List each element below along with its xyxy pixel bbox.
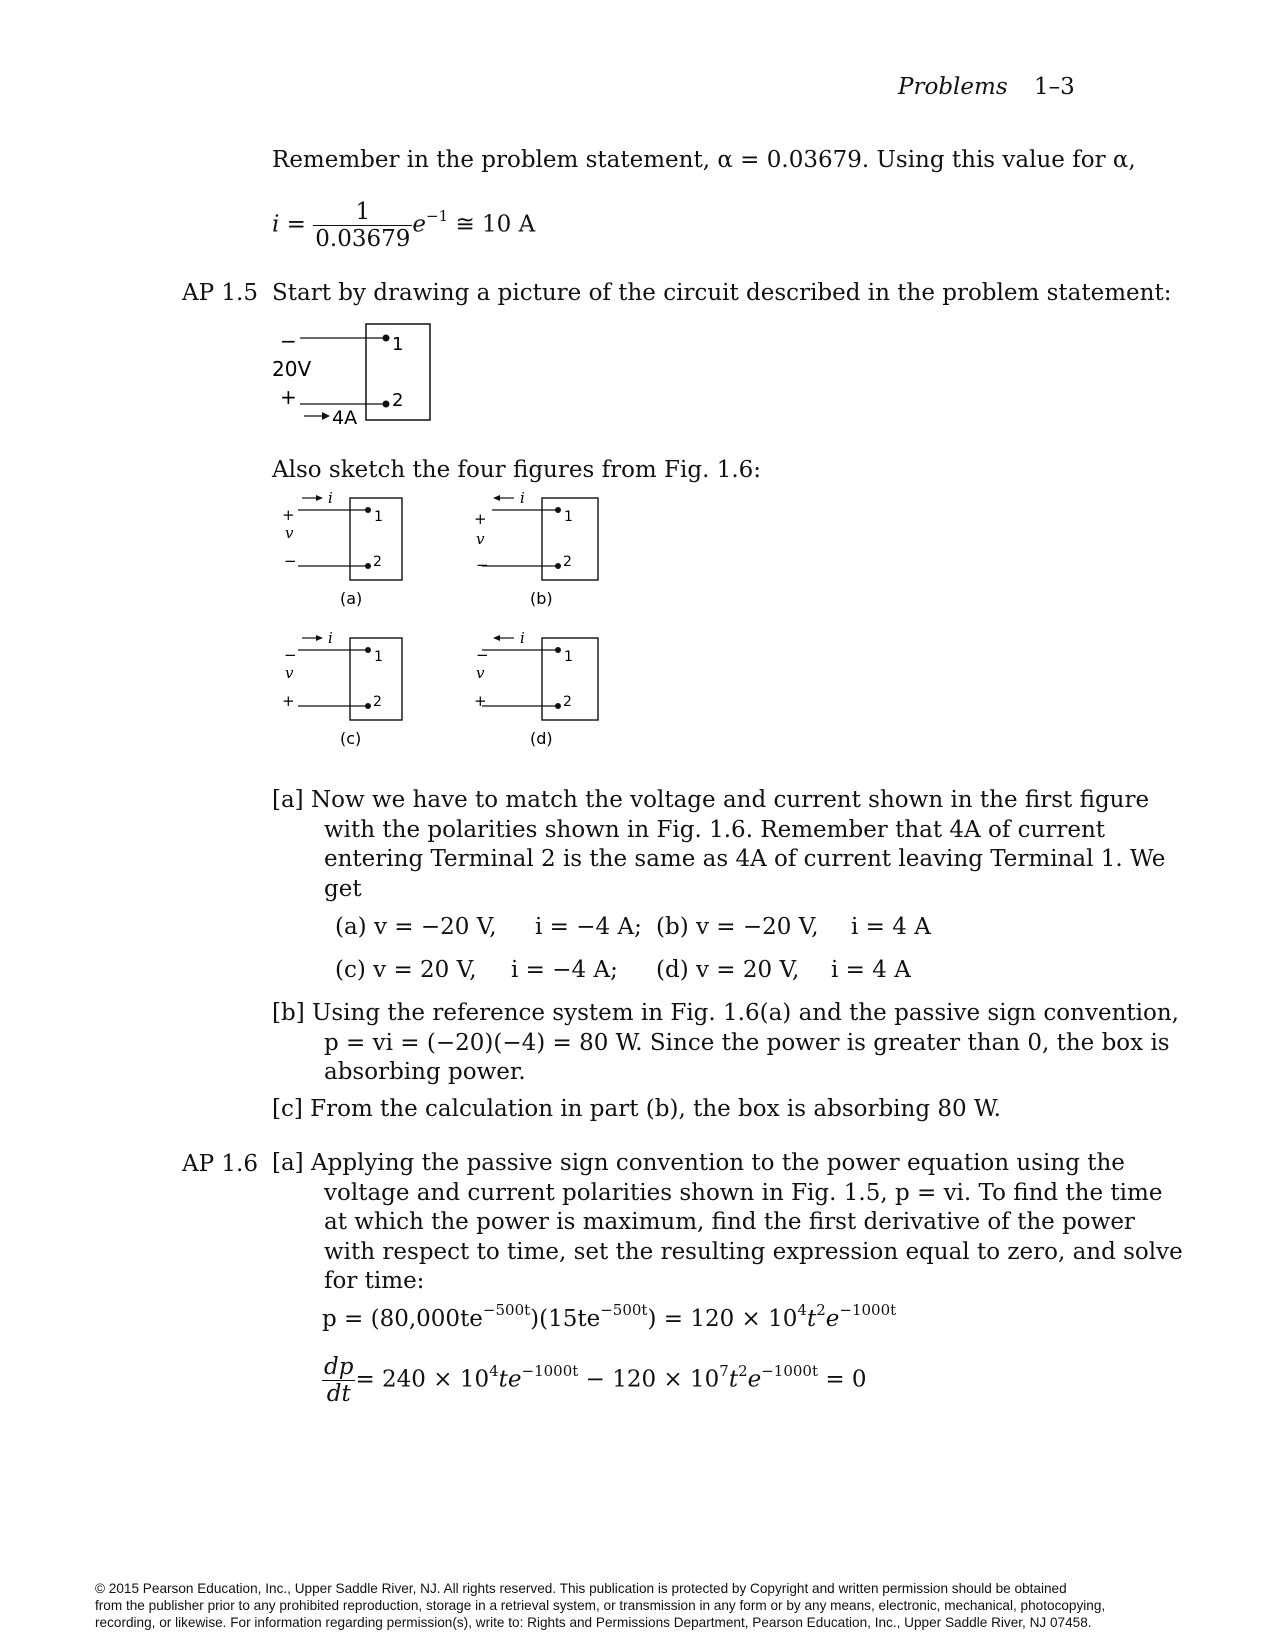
intro-sentence: Remember in the problem statement, α = 0.03679. Using this value for α, [272,147,1136,173]
figure-b-terminal1: 1 [564,509,573,525]
result-b-current: i = 4 A [851,914,931,940]
ap15-part-b-line3: absorbing power. [324,1059,526,1085]
terminal1-dot [383,335,390,342]
result-a-current: i = −4 A; [535,914,642,940]
ap15-intro: Start by drawing a picture of the circuit described in the problem statement: [272,280,1172,306]
figure-c [276,626,426,754]
figure-d-terminal1: 1 [564,649,573,665]
eq1-exp-d: 2 [816,1301,826,1320]
ap16-part-a [272,1149,1183,1297]
result-d: (d) v = 20 V, [656,957,800,983]
eq1-exp-b: −500t [600,1301,648,1320]
derivative-equation [322,1354,867,1407]
eq2-part-d: t [728,1366,739,1393]
ap16-part-a-line1: Applying the passive sign convention to the power equation using the [310,1150,1125,1176]
eq-base: e [412,211,427,238]
dp-dt-fraction [322,1354,355,1407]
ap16-part-a-tag: [a] [272,1150,304,1176]
intro-equation [272,199,535,252]
figure-d-i: i [520,629,525,647]
ap15-part-b-line2: p = vi = (−20)(−4) = 80 W. Since the power is greater than 0, the box is [324,1029,1170,1056]
eq2-part-a: = 240 × 10 [355,1366,490,1393]
figure-a-terminal2: 2 [373,554,382,570]
eq1-part-a: p = (80,000te [322,1306,483,1332]
figure-b [468,486,618,614]
eq2-part-e: e [747,1366,762,1393]
footer-line2: from the publisher prior to any prohibited reproduction, storage in a retrieval system, or transmission in any form or by any means, electronic, mechanical, photocopying, [95,1598,1106,1613]
circuit-voltage: 20V [272,357,312,381]
figure-d-top-sign: − [476,646,489,664]
figure-a-caption: (a) [340,589,363,608]
ap15-part-b-line1: Using the reference system in Fig. 1.6(a) and the passive sign convention, [311,1000,1179,1026]
eq2-exp-c: 7 [719,1361,729,1380]
eq1-exp-a: −500t [482,1301,531,1320]
figure-a-current-arrow [316,495,323,501]
figure-d-current-arrow [493,635,500,641]
figure-b-i: i [520,489,525,507]
figure-d-caption: (d) [530,729,553,748]
figure-b-caption: (b) [530,589,553,608]
figure-a-bottom-sign: − [284,552,297,570]
page-number: 1–3 [1034,74,1075,100]
figure-c-i: i [328,629,333,647]
eq-fraction [313,199,412,252]
ap15-part-a-tag: [a] [272,787,304,813]
sketch-intro: Also sketch the four figures from Fig. 1.6: [272,457,762,483]
ap16-part-a-line3: at which the power is maximum, find the first derivative of the power [324,1209,1135,1235]
dp-numerator: dp [324,1354,354,1380]
eq-denominator: 0.03679 [315,226,411,252]
terminal2-dot [383,401,390,408]
figure-a-top-sign: + [282,506,295,524]
figure-a-v: v [285,524,294,542]
ap15-part-a [272,786,1165,904]
eq1-part-e: e [825,1306,840,1332]
circuit-diagram [262,318,442,430]
ap15-part-a-line4: get [324,875,362,902]
circuit-minus: − [280,329,297,353]
figure-c-top-sign: − [284,646,297,664]
eq-lhs: i = [272,211,306,238]
eq2-exp-a: 4 [489,1361,499,1380]
figure-b-bottom-sign: − [476,556,489,574]
figure-c-terminal2: 2 [373,694,382,710]
eq1-part-d: t [806,1306,817,1332]
result-b: (b) v = −20 V, [656,914,819,940]
result-a: (a) v = −20 V, [335,914,497,940]
footer-line3: recording, or likewise. For information regarding permission(s), write to: Rights and Permissions Department, Pearson Education, Inc., Upper Saddle River, NJ 07458. [95,1615,1092,1630]
eq2-part-f: = 0 [818,1366,867,1393]
eq-numerator: 1 [313,199,412,226]
eq2-exp-e: −1000t [761,1361,819,1380]
footer-line1: © 2015 Pearson Education, Inc., Upper Saddle River, NJ. All rights reserved. This publication is protected by Copyright and written permission should be obtained [95,1581,1067,1596]
figure-b-current-arrow [493,495,500,501]
circuit-terminal1: 1 [392,334,404,355]
figure-c-terminal1: 1 [374,649,383,665]
ap16-part-a-line5: for time: [324,1268,425,1294]
ap15-part-a-line2: with the polarities shown in Fig. 1.6. Remember that 4A of current [324,816,1106,843]
ap16-part-a-line4: with respect to time, set the resulting expression equal to zero, and solve [324,1238,1183,1265]
ap15-label: AP 1.5 [182,280,258,306]
circuit-terminal2: 2 [392,390,404,411]
running-head-title: Problems [898,74,1008,100]
current-arrow-head [322,412,330,420]
figure-b-v: v [476,530,485,548]
figure-c-current-arrow [316,635,323,641]
eq2-exp-b: −1000t [521,1361,579,1380]
figure-c-caption: (c) [340,729,362,748]
ap15-part-c-tag: [c] [272,1096,303,1122]
eq1-part-b: )(15te [530,1306,601,1332]
circuit-plus: + [280,385,297,409]
eq1-part-c: ) = 120 × 10 [647,1306,798,1332]
result-c-current: i = −4 A; [511,957,618,983]
figure-d [468,626,618,754]
figure-c-bottom-sign: + [282,692,295,710]
figure-a-i: i [328,489,333,507]
ap15-part-c [272,1095,1001,1125]
figure-a [276,486,426,614]
eq2-part-b: te [498,1366,522,1393]
figure-b-terminal2: 2 [563,554,572,570]
figure-b-top-sign: + [474,510,487,528]
figure-d-terminal2: 2 [563,694,572,710]
figure-c-v: v [285,664,294,682]
ap15-part-b-tag: [b] [272,1000,305,1026]
ap15-part-a-line1: Now we have to match the voltage and current shown in the first figure [310,787,1150,813]
eq-exponent: −1 [426,206,449,225]
eq2-part-c: − 120 × 10 [578,1366,720,1393]
ap16-label: AP 1.6 [182,1151,258,1177]
result-c: (c) v = 20 V, [335,957,477,983]
eq1-exp-e: −1000t [839,1301,897,1320]
eq-rhs: ≅ 10 A [455,211,536,238]
ap15-part-c-line1: From the calculation in part (b), the box is absorbing 80 W. [310,1096,1001,1122]
eq1-exp-c: 4 [797,1301,807,1320]
ap15-part-b [272,999,1179,1088]
figure-d-v: v [476,664,485,682]
copyright-footer [95,1580,1185,1631]
result-d-current: i = 4 A [831,957,911,983]
dt-denominator: dt [326,1381,351,1407]
figure-d-bottom-sign: + [474,692,487,710]
eq2-exp-d: 2 [738,1361,748,1380]
ap15-part-a-line3: entering Terminal 2 is the same as 4A of current leaving Terminal 1. We [324,846,1166,872]
figure-a-terminal1: 1 [374,509,383,525]
circuit-current: 4A [332,407,358,429]
ap16-part-a-line2: voltage and current polarities shown in Fig. 1.5, p = vi. To find the time [324,1179,1163,1206]
power-equation [322,1301,897,1332]
